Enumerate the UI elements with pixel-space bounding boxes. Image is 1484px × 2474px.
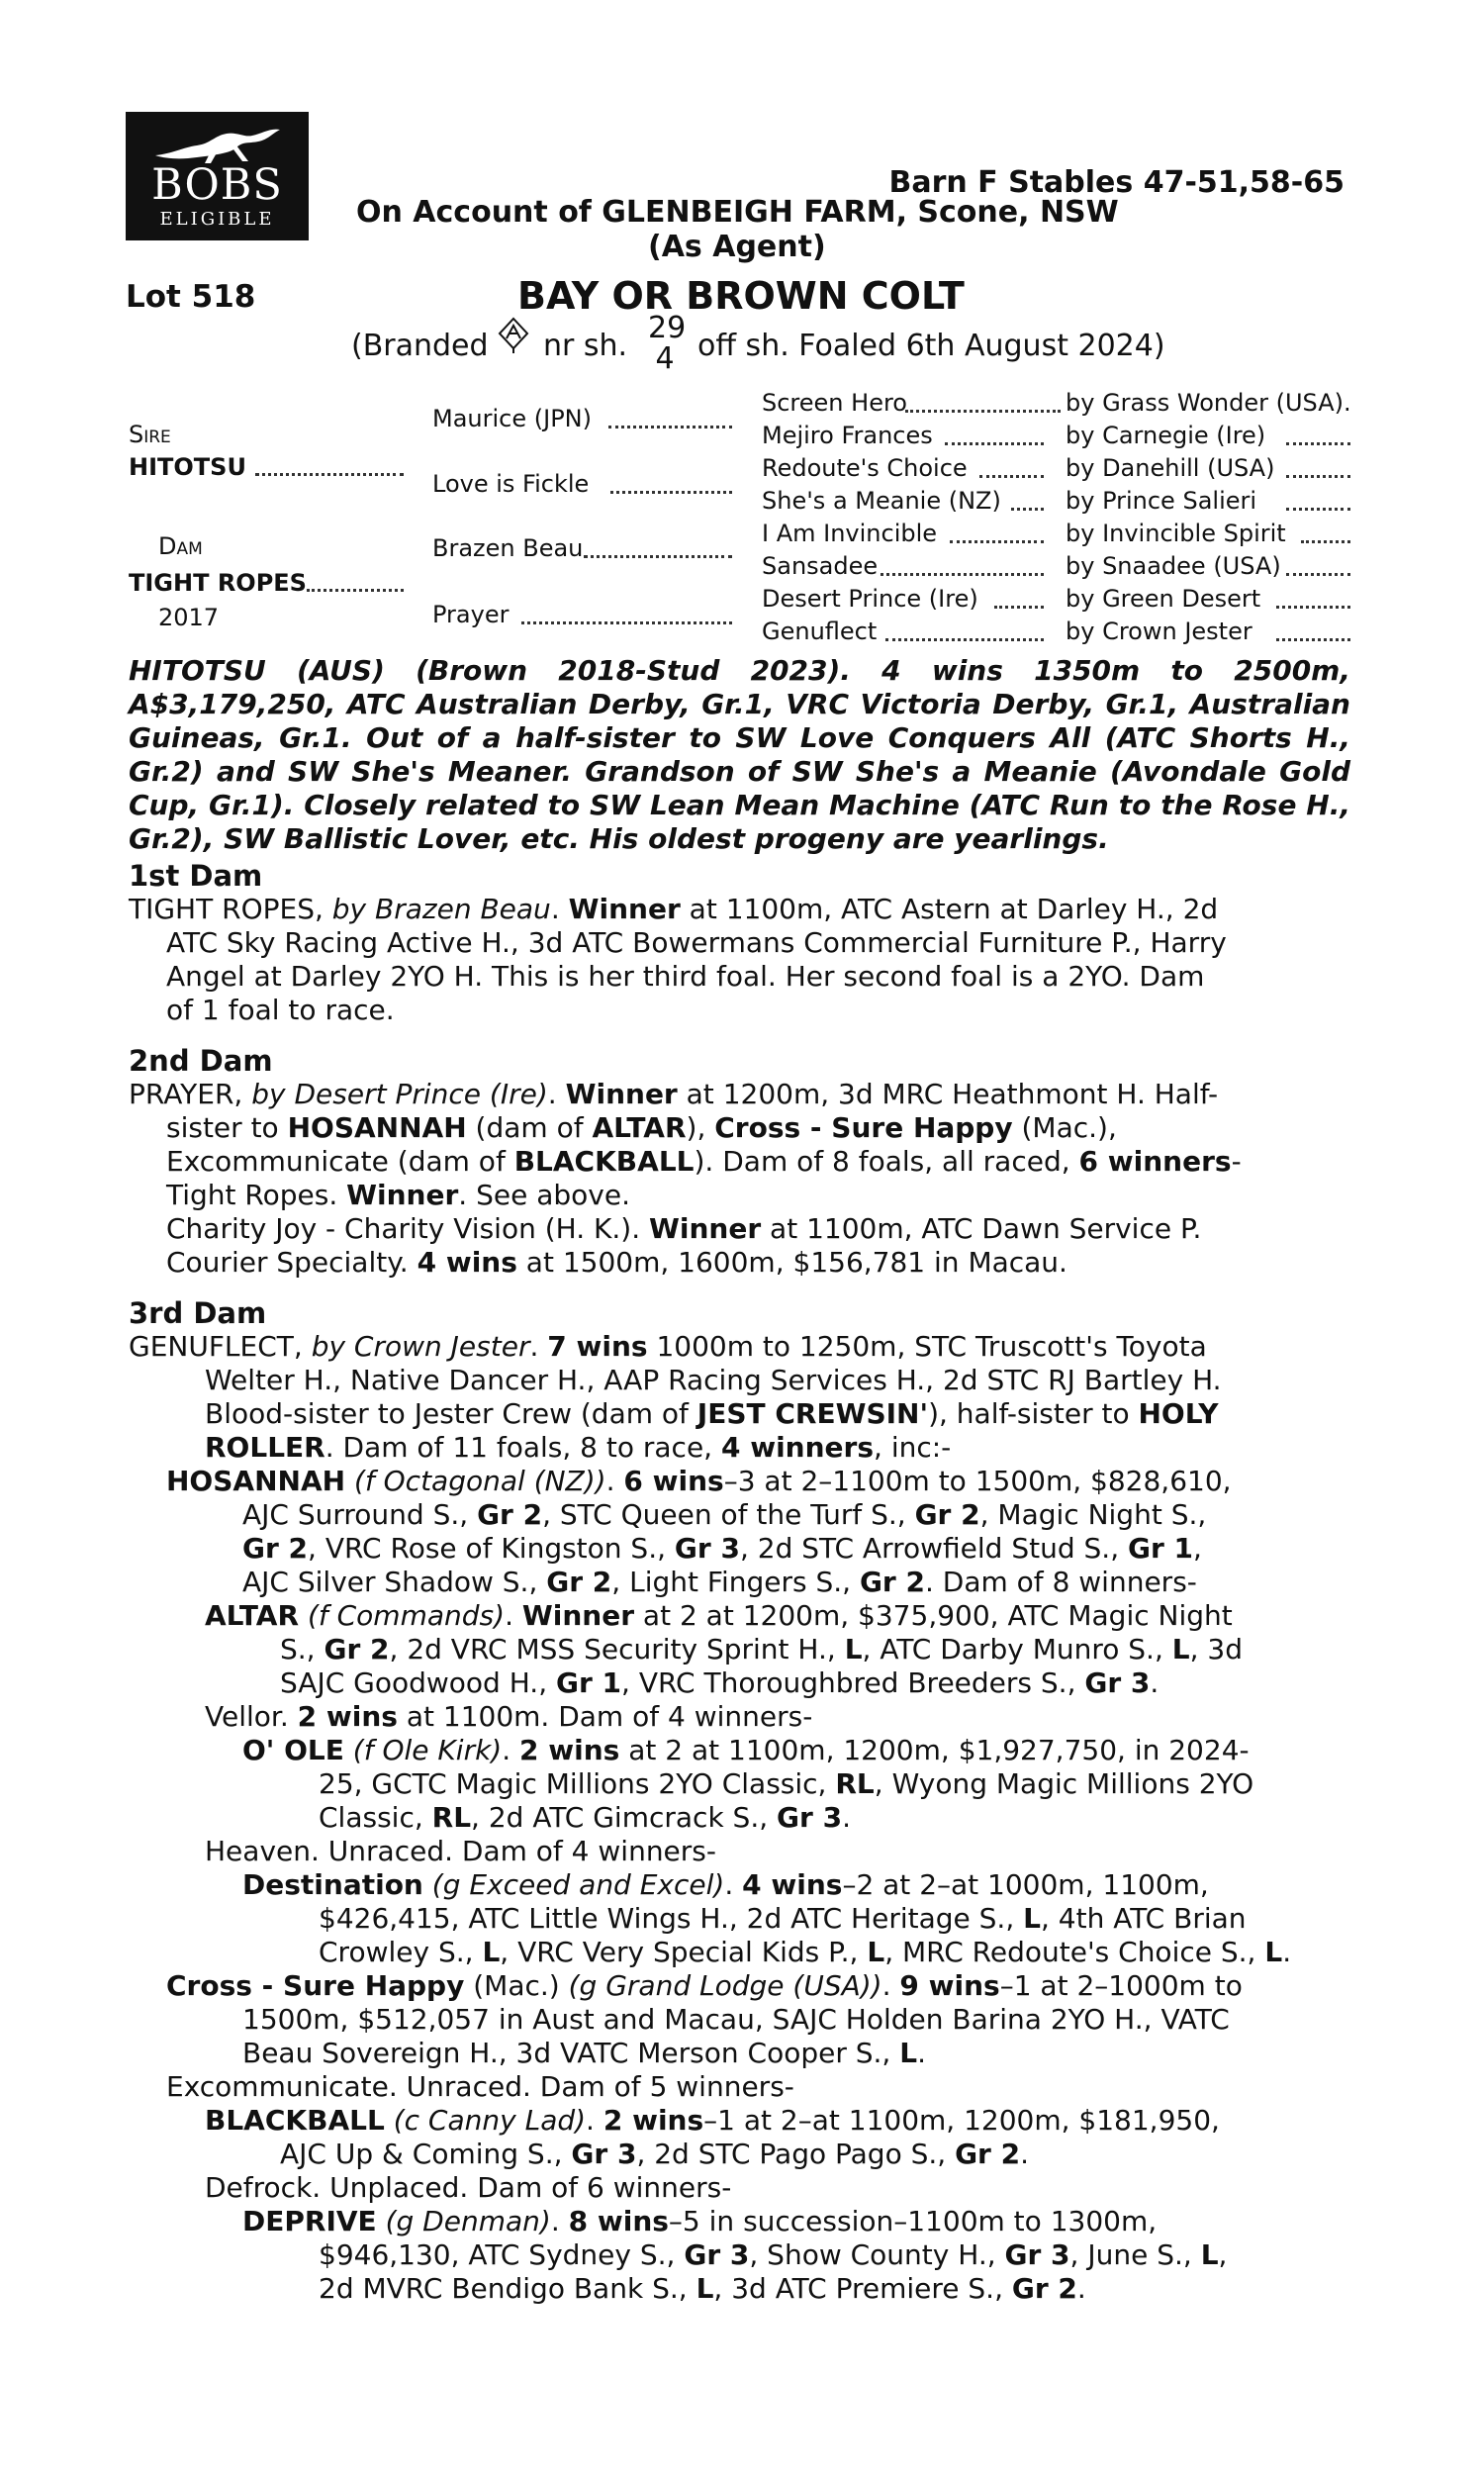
sire-notes [129,654,1350,856]
third-dam-heading: 3rd Dam [129,1296,267,1330]
first-dam-heading: 1st Dam [129,859,263,893]
gen3-7: Genuflect [762,618,878,645]
progeny-line: AJC Silver Shadow S., Gr 2, Light Fingers S., Gr 2. Dam of 8 winners- [242,1566,1197,1598]
gen3-4-leader [950,540,1044,543]
sire-leader [255,473,404,476]
brand-number [648,311,687,376]
third-dam-line: GENUFLECT, by Crown Jester. 7 wins 1000m to 1250m, STC Truscott's Toyota [129,1330,1207,1363]
gen3-1-leader [945,442,1044,445]
first-dam-line: Angel at Darley 2YO H. This is her third foal. Her second foal is a 2YO. Dam [166,960,1205,993]
progeny-line: O' OLE (f Ole Kirk). 2 wins at 2 at 1100m, 1200m, $1,927,750, in 2024- [242,1734,1250,1766]
dam-name: TIGHT ROPES [129,569,307,597]
logo-subtext: ELIGIBLE [159,209,275,230]
brand-number-bottom: 4 [655,341,675,376]
progeny-line: Classic, RL, 2d ATC Gimcrack S., Gr 3. [319,1801,851,1834]
gen2-3-leader [521,621,732,624]
brand-number-top: 29 [648,311,687,345]
progeny-line: 2d MVRC Bendigo Bank S., L, 3d ATC Premiere S., Gr 2. [319,2272,1086,2305]
brand-description [351,311,1360,396]
gen4-5: by Snaadee (USA) [1066,552,1281,580]
progeny-line: Cross - Sure Happy (Mac.) (g Grand Lodge (USA)). 9 wins–1 at 2–1000m to [166,1969,1243,2002]
gen4-4-leader [1301,540,1350,543]
brand-open: (Branded [351,329,489,363]
progeny-line: SAJC Goodwood H., Gr 1, VRC Thoroughbred Breeders S., Gr 3. [280,1666,1159,1699]
progeny-line: Beau Sovereign H., 3d VATC Merson Cooper S., L. [242,2037,926,2069]
gen4-2-leader [1286,475,1350,478]
gen3-6: Desert Prince (Ire) [762,585,978,613]
gen4-4: by Invincible Spirit [1066,520,1286,547]
gen3-7-leader [885,638,1044,641]
progeny-line: S., Gr 2, 2d VRC MSS Security Sprint H., L, ATC Darby Munro S., L, 3d [280,1633,1243,1665]
gen3-6-leader [994,606,1044,609]
barn-location: Barn F Stables 47-51,58-65 [888,165,1345,200]
sire-label: Sire [129,421,171,448]
progeny-line: Heaven. Unraced. Dam of 4 winners- [205,1835,716,1867]
lot-number: Lot 518 [126,279,256,315]
gen3-5: Sansadee [762,552,879,580]
horse-logo-icon [153,126,282,165]
lot-title: BAY OR BROWN COLT [517,274,965,318]
progeny-line: Courier Specialty. 4 wins at 1500m, 1600m, $156,781 in Macau. [166,1246,1067,1279]
gen4-2: by Danehill (USA) [1066,454,1275,482]
gen4-1: by Carnegie (Ire) [1066,422,1266,449]
progeny-line: AJC Up & Coming S., Gr 3, 2d STC Pago Pago S., Gr 2. [280,2138,1030,2170]
gen4-0: by Grass Wonder (USA). [1066,389,1351,417]
brand-close: off sh. Foaled 6th August 2024) [697,329,1165,363]
gen3-3: She's a Meanie (NZ) [762,487,1001,515]
dam-year: 2017 [158,604,220,631]
bobs-eligible-logo [126,112,309,240]
second-dam-line: PRAYER, by Desert Prince (Ire). Winner at 1200m, 3d MRC Heathmont H. Half- [129,1078,1219,1110]
sire-notes-line: Gr.2), SW Ballistic Lover, etc. His oldest progeny are yearlings. [129,822,1109,855]
progeny-line: $946,130, ATC Sydney S., Gr 3, Show County H., Gr 3, June S., L, [319,2238,1228,2271]
vendor-agent-note: (As Agent) [648,230,826,264]
gen2-1-leader [610,491,732,494]
gen4-7-leader [1276,638,1350,641]
second-dam-line: sister to HOSANNAH (dam of ALTAR), Cross - Sure Happy (Mac.), [166,1111,1117,1144]
gen2-1: Love is Fickle [432,470,590,498]
progeny-line: Charity Joy - Charity Vision (H. K.). Winner at 1100m, ATC Dawn Service P. [166,1212,1202,1245]
progeny-line: HOSANNAH (f Octagonal (NZ)). 6 wins–3 at 2–1100m to 1500m, $828,610, [166,1465,1232,1497]
brand-nr-shoulder: nr sh. [543,329,628,363]
gen3-0-leader [905,410,1061,413]
first-dam-line: TIGHT ROPES, by Brazen Beau. Winner at 1100m, ATC Astern at Darley H., 2d [129,893,1219,925]
gen4-6-leader [1276,606,1350,609]
gen3-4: I Am Invincible [762,520,938,547]
gen3-3-leader [1011,508,1044,511]
progeny-line: ALTAR (f Commands). Winner at 2 at 1200m, $375,900, ATC Magic Night [205,1599,1233,1632]
progeny-line: Defrock. Unplaced. Dam of 6 winners- [205,2171,732,2204]
progeny-line: Excommunicate. Unraced. Dam of 5 winners- [166,2070,794,2103]
progeny-line: Crowley S., L, VRC Very Special Kids P., L, MRC Redoute's Choice S., L. [319,1936,1292,1968]
third-dam-line: ROLLER. Dam of 11 foals, 8 to race, 4 winners, inc:- [205,1431,952,1464]
dam-label: Dam [158,532,203,560]
brand-mark-icon [497,317,530,354]
progeny-line: DEPRIVE (g Denman). 8 wins–5 in succession–1100m to 1300m, [242,2205,1158,2237]
progeny-line: 1500m, $512,057 in Aust and Macau, SAJC Holden Barina 2YO H., VATC [242,2003,1230,2036]
progeny-line: $426,415, ATC Little Wings H., 2d ATC Heritage S., L, 4th ATC Brian [319,1902,1247,1935]
progeny-line: Vellor. 2 wins at 1100m. Dam of 4 winners- [205,1700,813,1733]
first-dam-line: of 1 foal to race. [166,994,395,1026]
sire-notes-line: Cup, Gr.1). Closely related to SW Lean Mean Machine (ATC Run to the Rose H., [129,789,1350,821]
sire-notes-line: A$3,179,250, ATC Australian Derby, Gr.1, VRC Victoria Derby, Gr.1, Australian [129,688,1350,720]
gen2-3: Prayer [432,601,510,628]
gen4-1-leader [1286,442,1350,445]
progeny-line: Destination (g Exceed and Excel). 4 wins–2 at 2–at 1000m, 1100m, [242,1868,1209,1901]
sire-notes-line: Gr.2) and SW She's Meaner. Grandson of SW She's a Meanie (Avondale Gold [129,755,1350,788]
third-dam-line: Welter H., Native Dancer H., AAP Racing Services H., 2d STC RJ Bartley H. [205,1364,1222,1396]
gen4-7: by Crown Jester [1066,618,1252,645]
gen3-0: Screen Hero [762,389,907,417]
gen4-5-leader [1286,573,1350,576]
gen4-3: by Prince Salieri [1066,487,1257,515]
sire-name: HITOTSU [129,453,246,481]
first-dam-line: ATC Sky Racing Active H., 3d ATC Bowermans Commercial Furniture P., Harry [166,926,1227,959]
progeny-line: Gr 2, VRC Rose of Kingston S., Gr 3, 2d STC Arrowfield Stud S., Gr 1, [242,1532,1202,1565]
gen2-0: Maurice (JPN) [432,405,592,432]
gen3-5-leader [881,573,1044,576]
dam-leader [307,589,404,592]
vendor-account: On Account of GLENBEIGH FARM, Scone, NSW [356,195,1119,230]
gen4-6: by Green Desert [1066,585,1261,613]
progeny-line: AJC Surround S., Gr 2, STC Queen of the Turf S., Gr 2, Magic Night S., [242,1498,1207,1531]
progeny-line: 25, GCTC Magic Millions 2YO Classic, RL, Wyong Magic Millions 2YO [319,1767,1254,1800]
gen3-1: Mejiro Frances [762,422,933,449]
gen2-0-leader [608,426,732,428]
progeny-line: Tight Ropes. Winner. See above. [166,1179,630,1211]
gen2-2: Brazen Beau [432,534,584,562]
logo-text: BOBS [151,160,283,210]
sire-notes-line: HITOTSU (AUS) (Brown 2018-Stud 2023). 4 wins 1350m to 2500m, [129,654,1350,687]
gen4-3-leader [1286,508,1350,511]
progeny-line: BLACKBALL (c Canny Lad). 2 wins–1 at 2–at 1100m, 1200m, $181,950, [205,2104,1220,2137]
gen2-2-leader [584,555,732,558]
sire-notes-line: Guineas, Gr.1. Out of a half-sister to SW Love Conquers All (ATC Shorts H., [129,721,1350,754]
gen3-2-leader [979,475,1044,478]
gen3-2: Redoute's Choice [762,454,968,482]
second-dam-line: Excommunicate (dam of BLACKBALL). Dam of 8 foals, all raced, 6 winners- [166,1145,1242,1178]
second-dam-heading: 2nd Dam [129,1044,273,1078]
third-dam-line: Blood-sister to Jester Crew (dam of JEST CREWSIN'), half-sister to HOLY [205,1397,1219,1430]
